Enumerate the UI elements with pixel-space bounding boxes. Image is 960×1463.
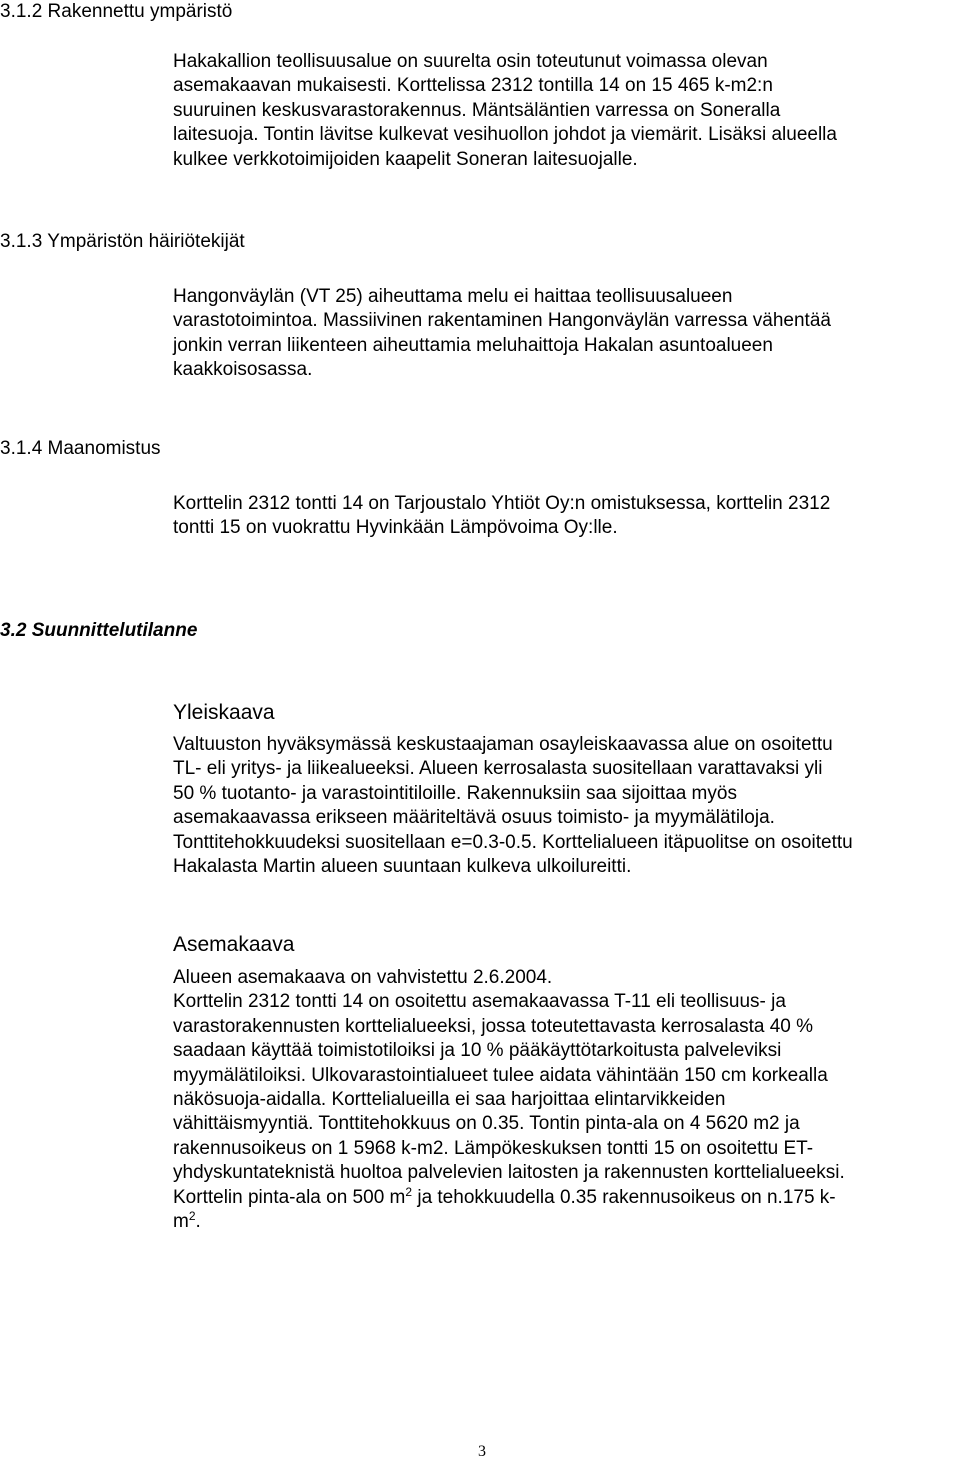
text-line: laitesuoja. Tontin lävitse kulkevat vesihuollon johdot ja viemärit. Lisäksi alueella xyxy=(173,124,837,146)
text-line: Tonttitehokkuudeksi suositellaan e=0.3-0.5. Korttelialueen itäpuolitse on osoitettu xyxy=(173,831,853,853)
superscript: 2 xyxy=(188,1209,196,1224)
paragraph-hairiotekijat xyxy=(173,285,831,383)
superscript: 2 xyxy=(405,1184,413,1199)
text-line: Valtuuston hyväksymässä keskustaajaman osayleiskaavassa alue on osoitettu xyxy=(173,734,833,755)
text-line: myymälätiloiksi. Ulkovarastointialueet tulee aidata vähintään 150 cm korkealla xyxy=(173,1064,828,1086)
text-line: yhdyskuntateknistä huoltoa palvelevien laitosten ja rakennusten korttelialueeksi. xyxy=(173,1162,845,1184)
paragraph-yleiskaava xyxy=(173,733,853,879)
text-line: Hakakallion teollisuusalue on suurelta osin toteutunut voimassa olevan xyxy=(173,51,768,72)
text-line: näkösuoja-aidalla. Korttelialueilla ei saa harjoittaa elintarvikkeiden xyxy=(173,1089,726,1111)
text-fragment: m xyxy=(173,1211,189,1233)
subheading-yleiskaava: Yleiskaava xyxy=(173,701,275,724)
text-line: Hakalasta Martin alueen suuntaan kulkeva ulkoilureitti. xyxy=(173,856,632,878)
text-line: Hangonväylän (VT 25) aiheuttama melu ei haittaa teollisuusalueen xyxy=(173,286,733,307)
paragraph-asemakaava xyxy=(173,966,845,1234)
text-line: TL- eli yritys- ja liikealueeksi. Alueen kerrosalasta suositellaan varattavaksi yli xyxy=(173,758,823,780)
text-line: asemakaavan mukaisesti. Korttelissa 2312 tontilla 14 on 15 465 k-m2:n xyxy=(173,75,773,97)
text-line: rakennusoikeus on 1 5968 k-m2. Lämpökeskuksen tontti 15 on osoitettu ET- xyxy=(173,1137,814,1159)
text-line: varastorakennusten korttelialueeksi, jossa toteutettavasta kerrosalasta 40 % xyxy=(173,1015,814,1037)
section-heading-3-1-3: 3.1.3 Ympäristön häiriötekijät xyxy=(0,231,245,252)
text-fragment: ja tehokkuudella 0.35 rakennusoikeus on n.175 k- xyxy=(412,1186,836,1208)
paragraph-rakennettu-ymparisto xyxy=(173,50,837,172)
text-fragment: . xyxy=(195,1211,201,1233)
page-number: 3 xyxy=(478,1443,486,1460)
text-line-final xyxy=(173,1210,845,1234)
text-line: vähittäismyyntiä. Tonttitehokkuus on 0.35. Tontin pinta-ala on 4 5620 m2 ja xyxy=(173,1113,800,1135)
text-line: kulkee verkkotoimijoiden kaapelit Soneran laitesuojalle. xyxy=(173,148,638,170)
section-heading-3-1-2: 3.1.2 Rakennettu ympäristö xyxy=(0,1,233,22)
paragraph-maanomistus xyxy=(173,492,830,541)
text-fragment: Korttelin pinta-ala on 500 m xyxy=(173,1186,406,1208)
subheading-asemakaava: Asemakaava xyxy=(173,933,295,956)
text-line: Korttelin 2312 tontti 14 on Tarjoustalo Yhtiöt Oy:n omistuksessa, korttelin 2312 xyxy=(173,493,831,514)
section-heading-3-2: 3.2 Suunnittelutilanne xyxy=(0,620,198,641)
text-line: saadaan käyttää toimistotiloiksi ja 10 % pääkäyttötarkoitusta palveleviksi xyxy=(173,1040,782,1062)
text-line: suuruinen keskusvarastorakennus. Mäntsäläntien varressa on Soneralla xyxy=(173,99,781,121)
text-line: Korttelin 2312 tontti 14 on osoitettu asemakaavassa T-11 eli teollisuus- ja xyxy=(173,991,786,1013)
text-line: kaakkoisosassa. xyxy=(173,359,313,381)
text-line-area xyxy=(173,1186,845,1210)
text-line: 50 % tuotanto- ja varastointitiloille. Rakennuksiin saa sijoittaa myös xyxy=(173,782,737,804)
text-line: jonkin verran liikenteen aiheuttamia meluhaittoja Hakalan asuntoalueen xyxy=(173,334,773,356)
text-line: tontti 15 on vuokrattu Hyvinkään Lämpövoima Oy:lle. xyxy=(173,517,618,539)
section-heading-3-1-4: 3.1.4 Maanomistus xyxy=(0,438,161,459)
text-line: varastotoimintoa. Massiivinen rakentaminen Hangonväylän varressa vähentää xyxy=(173,310,831,332)
text-line: asemakaavassa erikseen määriteltävä osuus toimisto- ja myymälätiloja. xyxy=(173,807,775,829)
text-line: Alueen asemakaava on vahvistettu 2.6.2004. xyxy=(173,967,553,988)
